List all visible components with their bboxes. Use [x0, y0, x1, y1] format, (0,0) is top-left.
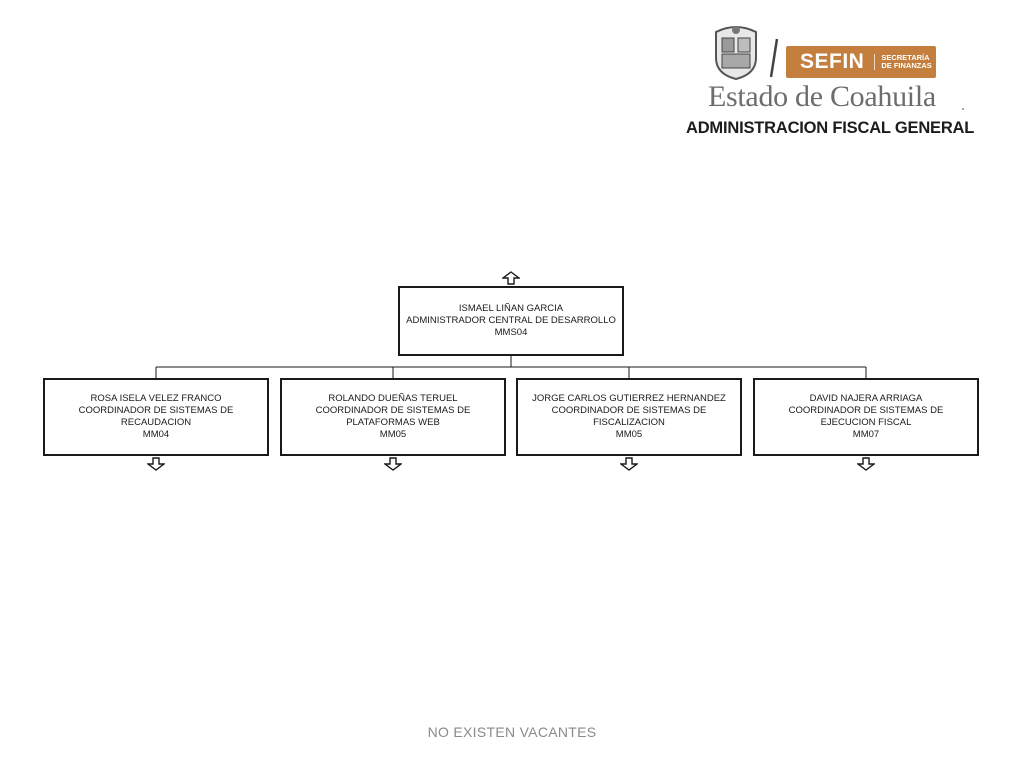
decorative-dot [962, 108, 964, 110]
header-logo [686, 20, 975, 140]
sefin-subtitle-line2: DE FINANZAS [881, 61, 932, 70]
person-name: ROSA ISELA VELEZ FRANCO [90, 393, 222, 404]
person-name: ROLANDO DUEÑAS TERUEL [328, 393, 458, 404]
position-code: MM04 [142, 429, 170, 440]
person-name: ISMAEL LIÑAN GARCIA [458, 303, 564, 314]
position-code: MM05 [615, 429, 643, 440]
org-child-box-4[interactable] [753, 378, 979, 456]
state-seal-icon [710, 24, 762, 80]
person-name: JORGE CARLOS GUTIERREZ HERNANDEZ [532, 393, 726, 404]
down-arrow-icon[interactable] [857, 457, 875, 471]
org-child-box-2[interactable] [280, 378, 506, 456]
org-head-box[interactable] [398, 286, 624, 356]
down-arrow-icon[interactable] [384, 457, 402, 471]
sefin-badge [786, 46, 936, 78]
position-code: MM07 [852, 429, 880, 440]
sefin-subtitle-line1: SECRETARÍA [881, 53, 930, 62]
org-child-box-1[interactable] [43, 378, 269, 456]
person-name: DAVID NAJERA ARRIAGA [809, 393, 923, 404]
position-code: MMS04 [494, 327, 528, 338]
position-title: ADMINISTRADOR CENTRAL DE DESARROLLO [406, 315, 616, 326]
sefin-brand: SEFIN [800, 50, 865, 73]
up-arrow-icon[interactable] [502, 271, 520, 285]
slash-divider-icon [770, 38, 778, 78]
position-code: MM05 [379, 429, 407, 440]
org-child-box-3[interactable] [516, 378, 742, 456]
down-arrow-icon[interactable] [147, 457, 165, 471]
department-name: ADMINISTRACION FISCAL GENERAL [686, 119, 975, 137]
down-arrow-icon[interactable] [620, 457, 638, 471]
position-title: COORDINADOR DE SISTEMAS DE FISCALIZACION [551, 405, 707, 428]
sefin-subtitle [874, 54, 931, 70]
vacancies-note: NO EXISTEN VACANTES [427, 724, 597, 740]
position-title: COORDINADOR DE SISTEMAS DE RECAUDACION [78, 405, 234, 428]
position-title: COORDINADOR DE SISTEMAS DE EJECUCION FISCAL [788, 405, 944, 428]
position-title: COORDINADOR DE SISTEMAS DE PLATAFORMAS WEB [315, 405, 471, 428]
state-name: Estado de Coahuila [708, 80, 936, 113]
